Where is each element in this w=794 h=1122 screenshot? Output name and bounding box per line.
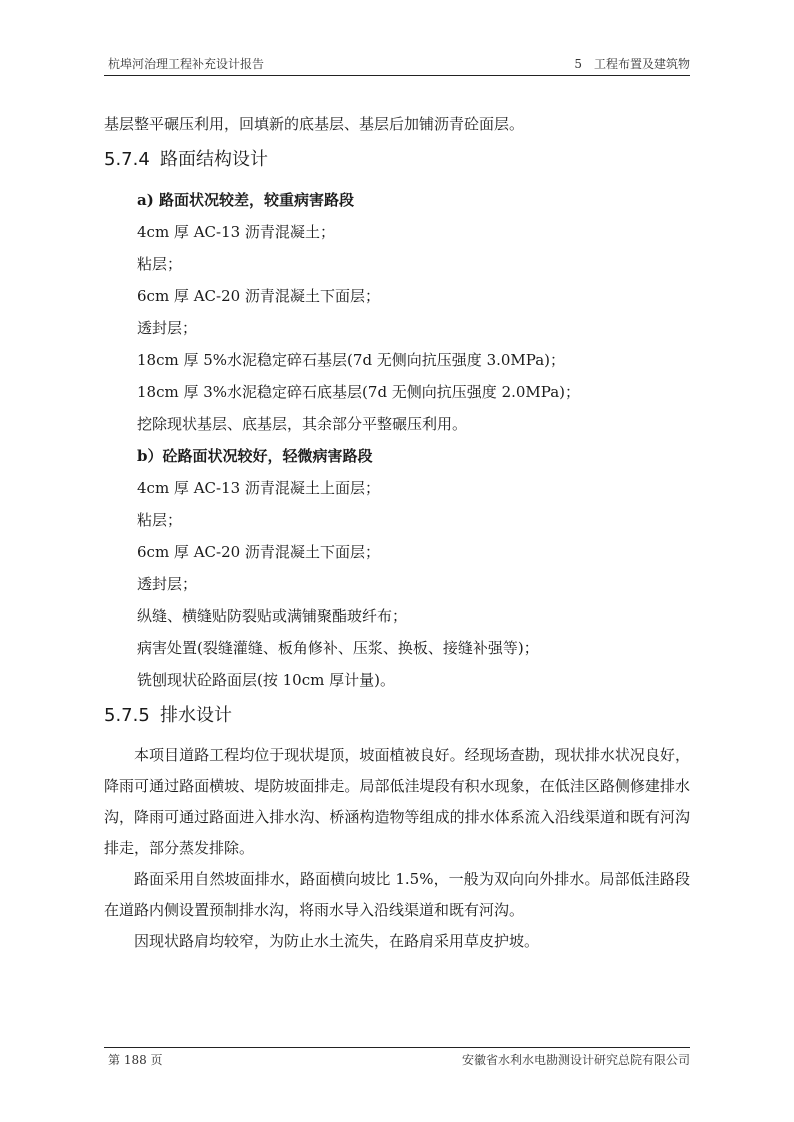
paragraph: 本项目道路工程均位于现状堤顶，坡面植被良好。经现场查勘，现状排水状况良好，降雨可通过路面横坡、堤防坡面排走。局部低洼堤段有积水现象，在低洼区路侧修建排水沟，降雨可通过路面进入排水沟、桥涵构造物等组成的排水体系流入沿线渠道和既有河沟排走，部分蒸发排除。 (104, 746, 690, 857)
list-item: 6cm 厚 AC-20 沥青混凝土下面层； (137, 543, 380, 561)
header-chapter-number: 5 (574, 57, 582, 71)
section-heading-5-7-4 (104, 146, 690, 174)
drainage-paragraphs (104, 740, 690, 957)
paragraph: 路面采用自然坡面排水，路面横向坡比 1.5%，一般为双向向外排水。局部低洼路段在道路内侧设置预制排水沟，将雨水导入沿线渠道和既有河沟。 (104, 870, 690, 919)
paragraph: 因现状路肩均较窄，为防止水土流失，在路肩采用草皮护坡。 (134, 932, 540, 950)
intro-line: 基层整平碾压利用，回填新的底基层、基层后加铺沥青砼面层。 (104, 115, 525, 133)
subheading-a: a) 路面状况较差，较重病害路段 (137, 191, 355, 209)
list-item: 4cm 厚 AC-13 沥青混凝土； (137, 223, 335, 241)
list-item: 纵缝、横缝贴防裂贴或满铺聚酯玻纤布； (137, 607, 408, 625)
list-item: 病害处置(裂缝灌缝、板角修补、压浆、换板、接缝补强等)； (137, 639, 539, 657)
list-item: 透封层； (137, 319, 198, 337)
page-footer (108, 1051, 690, 1068)
footer-divider (104, 1047, 690, 1048)
section-number: 5.7.4 (104, 149, 150, 170)
list-item: 透封层； (137, 575, 198, 593)
list-item: 4cm 厚 AC-13 沥青混凝土上面层； (137, 479, 380, 497)
list-item: 铣刨现状砼路面层(按 10cm 厚计量)。 (137, 671, 395, 689)
subheading-b: b）砼路面状况较好，轻微病害路段 (137, 447, 373, 465)
page-header (108, 52, 690, 72)
footer-organization: 安徽省水利水电勘测设计研究总院有限公司 (461, 1053, 690, 1067)
section-title: 路面结构设计 (160, 149, 268, 170)
list-item: 18cm 厚 5%水泥稳定碎石基层(7d 无侧向抗压强度 3.0MPa)； (137, 351, 566, 369)
list-item: 6cm 厚 AC-20 沥青混凝土下面层； (137, 287, 380, 305)
header-chapter (562, 55, 690, 72)
section-heading-5-7-5 (104, 702, 690, 730)
list-item: 粘层； (137, 511, 183, 529)
header-doc-title: 杭埠河治理工程补充设计报告 (108, 57, 265, 71)
section-title: 排水设计 (160, 705, 232, 726)
list-item: 挖除现状基层、底基层，其余部分平整碾压利用。 (137, 415, 468, 433)
list-item: 18cm 厚 3%水泥稳定碎石底基层(7d 无侧向抗压强度 2.0MPa)； (137, 383, 581, 401)
list-item: 粘层； (137, 255, 183, 273)
page-body (104, 108, 690, 957)
section-number: 5.7.5 (104, 705, 150, 726)
header-divider (104, 75, 690, 76)
page-number: 第 188 页 (108, 1053, 163, 1067)
header-chapter-title: 工程布置及建筑物 (593, 57, 690, 71)
